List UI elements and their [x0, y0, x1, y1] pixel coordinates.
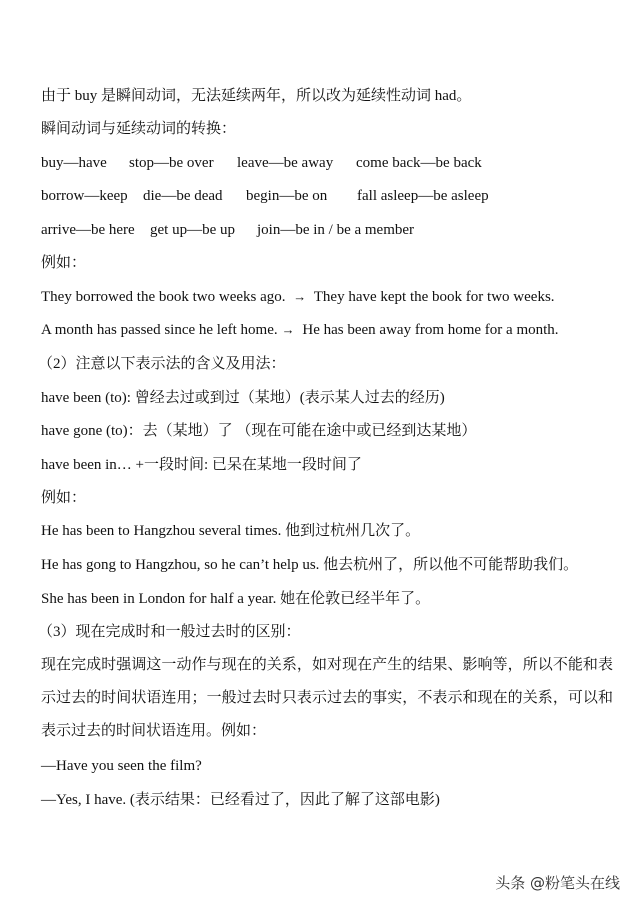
verb-pairs-row-3 [41, 220, 414, 240]
verb-pair: stop—be over [129, 155, 214, 171]
example-converted: He has been away from home for a month. [302, 322, 559, 338]
verb-pair: borrow—keep [41, 188, 128, 204]
dialog-question: —Have you seen the film? [41, 758, 202, 774]
usage-have-been-to: have been (to): 曾经去过或到过（某地）(表示某人过去的经历) [41, 390, 445, 406]
example-converted: They have kept the book for two weeks. [313, 289, 555, 305]
verb-pairs-row-1 [41, 153, 482, 173]
verb-pair: die—be dead [143, 188, 223, 204]
verb-pair: leave—be away [237, 155, 334, 171]
explanation-paragraph: 现在完成时强调这一动作与现在的关系，如对现在产生的结果、影响等，所以不能和表示过去的时间状语连用；一般过去时只表示过去的事实，不表示和现在的关系，可以和表示过去的时间状语连用。例如： [41, 657, 613, 739]
verb-pair: buy—have [41, 155, 107, 171]
verb-pair: come back—be back [356, 155, 482, 171]
verb-pairs-row-2 [41, 186, 489, 206]
verb-pair: fall asleep—be asleep [357, 188, 489, 204]
example-sentence-month [41, 320, 612, 340]
example-sentence-gone-hangzhou: He has gong to Hangzhou, so he can’t help us. 他去杭州了，所以他不可能帮助我们。 [41, 557, 579, 573]
dialog-answer: —Yes, I have. (表示结果：已经看过了，因此了解了这部电影) [41, 792, 440, 808]
section-heading-2: （2）注意以下表示法的含义及用法： [38, 356, 286, 372]
verb-pair: arrive—be here [41, 222, 135, 238]
example-original: They borrowed the book two weeks ago. [41, 289, 286, 305]
verb-pair: join—be in / be a member [257, 222, 415, 238]
arrow-right-icon: → [281, 322, 295, 337]
example-sentence-borrowed [41, 287, 612, 307]
example-label: 例如： [41, 490, 87, 506]
example-original: A month has passed since he left home. [41, 322, 278, 338]
text-line-conversion-heading: 瞬间动词与延续动词的转换： [41, 121, 237, 137]
text-line-buy-note: 由于 buy 是瞬间动词，无法延续两年，所以改为延续性动词 had。 [41, 88, 472, 104]
section-heading-3: （3）现在完成时和一般过去时的区别： [38, 624, 301, 640]
verb-pair: get up—be up [150, 222, 235, 238]
example-sentence-hangzhou-times: He has been to Hangzhou several times. 他到过杭州几次了。 [41, 523, 421, 539]
usage-have-been-in: have been in… +一段时间: 已呆在某地一段时间了 [41, 457, 362, 473]
usage-have-gone-to: have gone (to)：去（某地）了 （现在可能在途中或已经到达某地） [41, 423, 477, 439]
verb-pair: begin—be on [246, 188, 328, 204]
watermark-logo: 头条 @粉笔头在线 [495, 874, 620, 892]
arrow-right-icon: → [293, 289, 307, 304]
example-sentence-london: She has been in London for half a year. 她在伦敦已经半年了。 [41, 591, 431, 607]
example-label: 例如： [41, 255, 87, 271]
